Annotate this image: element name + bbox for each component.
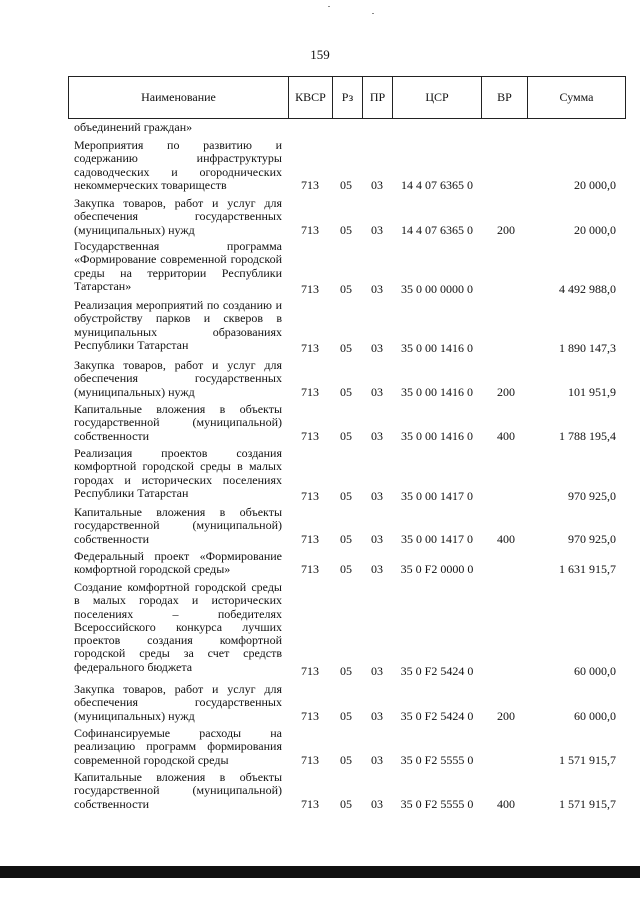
row-csr: 35 0 00 1417 0 xyxy=(401,489,473,503)
row-pr: 03 xyxy=(371,282,383,296)
row-pr: 03 xyxy=(371,753,383,767)
table-row xyxy=(0,727,640,767)
row-pr: 03 xyxy=(371,489,383,503)
row-name: Софинансируемые расходы на реализацию программ формирования современной городской среды xyxy=(74,726,282,767)
table-row xyxy=(0,506,640,546)
table-row xyxy=(0,447,640,503)
table-row xyxy=(0,139,640,193)
header-csr: ЦСР xyxy=(392,77,481,118)
table-row xyxy=(0,197,640,237)
row-kvsr: 713 xyxy=(301,223,319,237)
row-csr: 35 0 F2 0000 0 xyxy=(400,562,474,576)
row-name: Реализация проектов создания комфортной городской среды в малых городах и исторических поселениях Республики Татарстан xyxy=(74,446,282,500)
row-name: Капитальные вложения в объекты государственной (муниципальной) собственности xyxy=(74,770,282,811)
row-csr: 35 0 00 1417 0 xyxy=(401,532,473,546)
row-name: Мероприятия по развитию и содержанию инфраструктуры садоводческих и огороднических некоммерческих товариществ xyxy=(74,138,282,192)
row-sum: 1 631 915,7 xyxy=(559,562,616,576)
row-name: Капитальные вложения в объекты государственной (муниципальной) собственности xyxy=(74,505,282,546)
row-name: Государственная программа «Формирование современной городской среды на территории Республики Татарстан» xyxy=(74,239,282,293)
row-rz: 05 xyxy=(340,429,352,443)
row-sum: 1 890 147,3 xyxy=(559,341,616,355)
table-row xyxy=(0,359,640,399)
header-rz: Рз xyxy=(332,77,362,118)
row-csr: 14 4 07 6365 0 xyxy=(401,223,473,237)
row-sum: 1 571 915,7 xyxy=(559,753,616,767)
row-rz: 05 xyxy=(340,341,352,355)
row-rz: 05 xyxy=(340,709,352,723)
row-rz: 05 xyxy=(340,178,352,192)
table-row xyxy=(0,683,640,723)
row-kvsr: 713 xyxy=(301,797,319,811)
scan-edge-bar xyxy=(0,866,640,878)
row-sum: 60 000,0 xyxy=(574,664,616,678)
row-sum: 1 788 195,4 xyxy=(559,429,616,443)
row-sum: 970 925,0 xyxy=(568,532,616,546)
row-kvsr: 713 xyxy=(301,562,319,576)
table-row xyxy=(0,581,640,679)
table-row xyxy=(0,771,640,811)
row-name: Закупка товаров, работ и услуг для обеспечения государственных (муниципальных) нужд xyxy=(74,196,282,237)
header-pr: ПР xyxy=(362,77,392,118)
row-kvsr: 713 xyxy=(301,282,319,296)
header-sum: Сумма xyxy=(527,77,625,118)
table-row xyxy=(0,240,640,296)
row-pr: 03 xyxy=(371,429,383,443)
row-name: Закупка товаров, работ и услуг для обеспечения государственных (муниципальных) нужд xyxy=(74,682,282,723)
row-csr: 35 0 00 1416 0 xyxy=(401,429,473,443)
row-name: Закупка товаров, работ и услуг для обеспечения государственных (муниципальных) нужд xyxy=(74,358,282,399)
table-row xyxy=(0,550,640,578)
row-rz: 05 xyxy=(340,385,352,399)
row-csr: 35 0 F2 5555 0 xyxy=(400,753,474,767)
row-kvsr: 713 xyxy=(301,532,319,546)
row-pr: 03 xyxy=(371,709,383,723)
row-kvsr: 713 xyxy=(301,664,319,678)
row-vr: 200 xyxy=(497,223,515,237)
table-row xyxy=(0,299,640,355)
row-pr: 03 xyxy=(371,341,383,355)
row-rz: 05 xyxy=(340,797,352,811)
row-name: Капитальные вложения в объекты государственной (муниципальной) собственности xyxy=(74,402,282,443)
row-vr: 400 xyxy=(497,797,515,811)
row-kvsr: 713 xyxy=(301,385,319,399)
row-rz: 05 xyxy=(340,282,352,296)
row-rz: 05 xyxy=(340,532,352,546)
row-name: объединений граждан» xyxy=(74,120,193,134)
row-kvsr: 713 xyxy=(301,429,319,443)
row-name: Реализация мероприятий по созданию и обустройству парков и скверов в муниципальных образованиях Республики Татарстан xyxy=(74,298,282,352)
row-name: Создание комфортной городской среды в малых городах и исторических поселениях – победителях Всероссийского конкурса лучших проектов создания комфортной городской среды за счет средств федерального бюджета xyxy=(74,580,282,674)
row-kvsr: 713 xyxy=(301,178,319,192)
row-csr: 35 0 F2 5424 0 xyxy=(400,664,474,678)
row-rz: 05 xyxy=(340,223,352,237)
row-csr: 35 0 00 1416 0 xyxy=(401,385,473,399)
row-rz: 05 xyxy=(340,664,352,678)
row-csr: 35 0 F2 5555 0 xyxy=(400,797,474,811)
table-row xyxy=(0,403,640,443)
row-csr: 35 0 F2 5424 0 xyxy=(400,709,474,723)
row-sum: 20 000,0 xyxy=(574,178,616,192)
row-vr: 200 xyxy=(497,709,515,723)
header-name: Наименование xyxy=(141,90,216,104)
row-vr: 200 xyxy=(497,385,515,399)
row-sum: 1 571 915,7 xyxy=(559,797,616,811)
row-pr: 03 xyxy=(371,562,383,576)
row-sum: 20 000,0 xyxy=(574,223,616,237)
row-pr: 03 xyxy=(371,385,383,399)
table-row xyxy=(0,121,640,135)
row-rz: 05 xyxy=(340,489,352,503)
row-sum: 60 000,0 xyxy=(574,709,616,723)
row-pr: 03 xyxy=(371,223,383,237)
row-kvsr: 713 xyxy=(301,489,319,503)
row-name: Федеральный проект «Формирование комфортной городской среды» xyxy=(74,549,282,577)
page-number: 159 xyxy=(310,47,330,62)
header-kvsr: КВСР xyxy=(288,77,332,118)
row-pr: 03 xyxy=(371,664,383,678)
row-sum: 101 951,9 xyxy=(568,385,616,399)
row-pr: 03 xyxy=(371,797,383,811)
row-rz: 05 xyxy=(340,753,352,767)
row-pr: 03 xyxy=(371,178,383,192)
row-vr: 400 xyxy=(497,532,515,546)
row-csr: 35 0 00 1416 0 xyxy=(401,341,473,355)
row-kvsr: 713 xyxy=(301,753,319,767)
row-csr: 14 4 07 6365 0 xyxy=(401,178,473,192)
row-vr: 400 xyxy=(497,429,515,443)
row-sum: 4 492 988,0 xyxy=(559,282,616,296)
row-csr: 35 0 00 0000 0 xyxy=(401,282,473,296)
row-kvsr: 713 xyxy=(301,341,319,355)
header-vr: ВР xyxy=(481,77,527,118)
row-kvsr: 713 xyxy=(301,709,319,723)
table-header xyxy=(68,76,626,119)
row-sum: 970 925,0 xyxy=(568,489,616,503)
row-pr: 03 xyxy=(371,532,383,546)
row-rz: 05 xyxy=(340,562,352,576)
